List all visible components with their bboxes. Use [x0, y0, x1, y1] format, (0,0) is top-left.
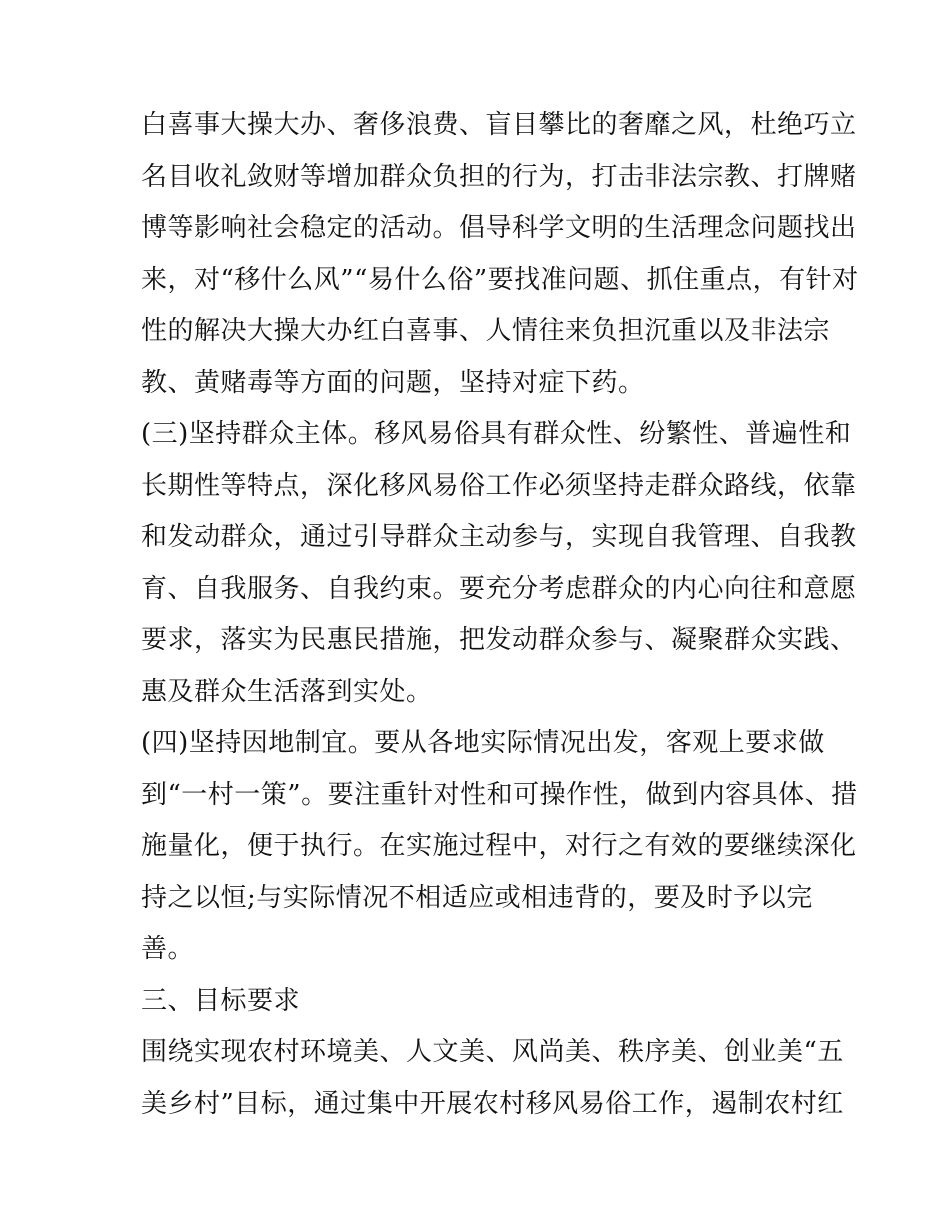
section-paragraph-line: (三)坚持群众主体。移风易俗具有群众性、纷繁性、普遍性和	[141, 419, 852, 449]
document-body	[141, 100, 859, 1130]
text-line: 长期性等特点，深化移风易俗工作必须坚持走群众路线，依靠	[141, 470, 857, 501]
section-paragraph-line: (四)坚持因地制宜。要从各地实际情况出发，客观上要求做	[141, 728, 825, 758]
text-line: 持之以恒;与实际情况不相适应或相违背的，要及时予以完	[141, 882, 813, 913]
text-line: 施量化，便于执行。在实施过程中，对行之有效的要继续深化	[141, 831, 857, 861]
text-line: 善。	[141, 934, 195, 964]
text-line: 白喜事大操大办、奢侈浪费、盲目攀比的奢靡之风，杜绝巧立	[141, 110, 857, 140]
section-heading: 三、目标要求	[141, 985, 301, 1016]
text-line: 围绕实现农村环境美、人文美、风尚美、秩序美、创业美“五	[141, 1037, 844, 1067]
text-line: 教、黄赌毒等方面的问题，坚持对症下药。	[141, 367, 645, 398]
text-line: 和发动群众，通过引导群众主动参与，实现自我管理、自我教	[141, 522, 857, 552]
text-line: 性的解决大操大办红白喜事、人情往来负担沉重以及非法宗	[141, 316, 831, 346]
text-line: 惠及群众生活落到实处。	[141, 676, 433, 707]
text-line: 美乡村”目标，通过集中开展农村移风易俗工作，遏制农村红	[141, 1088, 844, 1119]
text-line: 来，对“移什么风”“易什么俗”要找准问题、抓住重点，有针对	[141, 264, 859, 295]
text-line: 要求，落实为民惠民措施，把发动群众参与、凝聚群众实践、	[141, 625, 857, 655]
text-line: 博等影响社会稳定的活动。倡导科学文明的生活理念问题找出	[141, 213, 857, 243]
text-line: 到“一村一策”。要注重针对性和可操作性，做到内容具体、措	[141, 779, 858, 810]
text-line: 名目收礼敛财等增加群众负担的行为，打击非法宗教、打牌赌	[141, 161, 857, 192]
text-line: 育、自我服务、自我约束。要充分考虑群众的内心向往和意愿	[141, 573, 857, 604]
